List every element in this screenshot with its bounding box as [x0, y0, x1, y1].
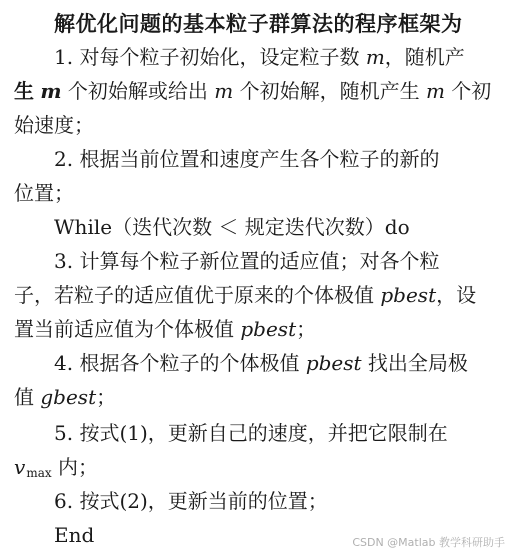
step5-line1: 5. 按式(1)，更新自己的速度，并把它限制在 — [54, 421, 448, 445]
step1-line1 — [54, 45, 465, 69]
step3-line2-end: ，设 — [436, 283, 477, 307]
var-m: m — [365, 45, 385, 69]
var-m: m — [40, 79, 62, 103]
var-m: m — [425, 79, 445, 103]
csdn-watermark: CSDN @Matlab 教学科研助手 — [352, 536, 505, 549]
var-v-subscript: max — [26, 466, 52, 480]
end-line: End — [54, 523, 95, 547]
step6-line1: 6. 按式(2)，更新当前的位置； — [54, 489, 328, 513]
step1-line3: 始速度； — [14, 113, 94, 137]
step3-line2 — [14, 283, 476, 307]
step4-line2 — [14, 385, 116, 409]
var-gbest: gbest — [40, 385, 97, 409]
step1-line2-tail: 个初 — [451, 79, 492, 103]
step4-line1 — [54, 351, 468, 375]
step3-line3-end: ； — [296, 317, 317, 341]
step1-line2-end: 个初始解，随机产生 — [239, 79, 420, 103]
step5-line2-end: 内； — [57, 455, 98, 479]
var-pbest: pbest — [380, 283, 437, 307]
step4-line1-end: 找出全局极 — [367, 351, 468, 375]
while-line: While（迭代次数 ＜ 规定迭代次数）do — [54, 215, 410, 239]
step5-line2 — [14, 455, 98, 485]
step3-line2-start: 子，若粒子的适应值优于原来的个体极值 — [14, 283, 374, 307]
var-pbest: pbest — [240, 317, 297, 341]
step4-line2-end: ； — [96, 385, 117, 409]
step2-line2: 位置； — [14, 181, 74, 205]
step1-line2 — [14, 79, 491, 103]
step4-line1-start: 4. 根据各个粒子的个体极值 — [54, 351, 300, 375]
var-pbest: pbest — [305, 351, 362, 375]
var-m: m — [214, 79, 234, 103]
step1-text-end: ，随机产 — [384, 45, 465, 69]
step2-line1: 2. 根据当前位置和速度产生各个粒子的新的 — [54, 147, 440, 171]
step1-line2-prefix: 生 — [14, 79, 34, 103]
step1-line2-mid: 个初始解或给出 — [67, 79, 208, 103]
step3-line3 — [14, 317, 316, 341]
step4-line2-start: 值 — [14, 385, 34, 409]
var-v: v — [14, 455, 26, 479]
step3-line3-start: 置当前适应值为个体极值 — [14, 317, 234, 341]
step1-text: 1. 对每个粒子初始化，设定粒子数 — [54, 45, 360, 69]
step3-line1: 3. 计算每个粒子新位置的适应值；对各个粒 — [54, 249, 440, 273]
document-title: 解优化问题的基本粒子群算法的程序框架为 — [54, 11, 463, 36]
